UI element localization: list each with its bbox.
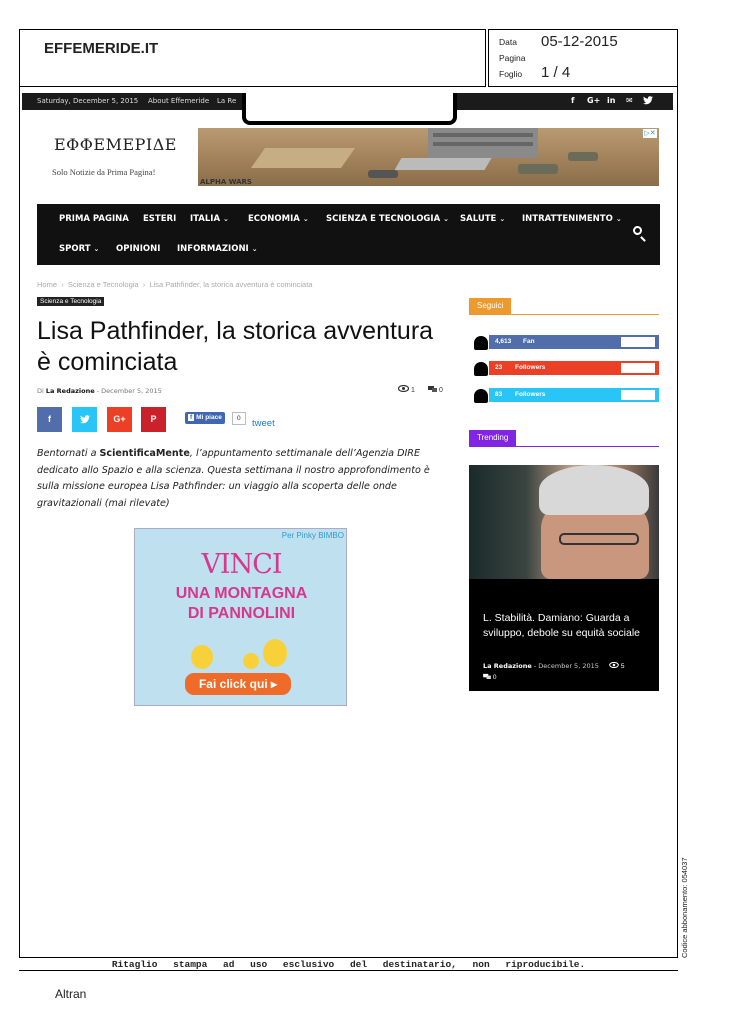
linkedin-icon[interactable]: in	[607, 96, 616, 105]
top-bar-date: Saturday, December 5, 2015	[37, 97, 139, 105]
chevron-down-icon: ⌄	[223, 215, 229, 223]
mail-icon[interactable]: ✉	[626, 96, 633, 105]
trending-photo[interactable]	[469, 465, 659, 579]
google-plus-icon[interactable]: G+	[587, 96, 601, 105]
twitter-icon[interactable]	[643, 96, 653, 107]
codice-abbonamento: Codice abbonamento: 054037	[680, 857, 689, 958]
author-link[interactable]: La Redazione	[45, 387, 95, 395]
views-count: 1	[398, 385, 415, 394]
banner-ad-text: ALPHA WARS	[200, 178, 252, 186]
tweet-link[interactable]: tweet	[252, 418, 275, 429]
intro-bold-name: ScientificaMente	[99, 448, 190, 459]
facebook-like-button[interactable]: f Mi piace	[185, 412, 225, 424]
overlay-popup[interactable]	[242, 93, 457, 125]
nav-opinioni[interactable]: OPINIONI	[116, 244, 161, 254]
seguici-heading: Seguici	[469, 298, 511, 314]
nav-salute[interactable]: SALUTE ⌄	[460, 214, 506, 224]
comment-icon	[428, 385, 437, 392]
trending-date: December 5, 2015	[538, 662, 599, 670]
search-icon[interactable]	[633, 226, 642, 235]
foglio-value: 1 / 4	[541, 64, 571, 81]
trending-heading: Trending	[469, 430, 516, 446]
breadcrumb-home[interactable]: Home	[37, 280, 58, 289]
article-intro: Bentornati a ScientificaMente, l’appuntamento settimanale dell’Agenzia DIRE dedicato allo Spazio e alla scienza. Questa settimana il nostro approfondimento è sulla missione europea Lisa Pathfinder: un viaggio alla scoperta delle onde gravitazionali (mai rilevate)	[37, 448, 430, 509]
banner-ad[interactable]	[198, 128, 659, 186]
nav-prima-pagina[interactable]: PRIMA PAGINA	[59, 214, 129, 224]
ad-headline: VINCI	[201, 549, 282, 580]
pinterest-share-button[interactable]: P	[141, 407, 166, 432]
chick-illustration	[263, 639, 287, 667]
twitter-follower-icon	[474, 389, 488, 403]
nav-intrattenimento[interactable]: INTRATTENIMENTO ⌄	[522, 214, 622, 224]
chevron-down-icon: ⌄	[251, 245, 258, 253]
clipping-meta-box	[488, 29, 678, 87]
data-label: Data	[499, 37, 517, 47]
seguici-divider	[469, 314, 659, 315]
nav-informazioni[interactable]: INFORMAZIONI ⌄	[177, 244, 258, 254]
trending-meta: La Redazione - December 5, 2015	[483, 662, 599, 670]
facebook-icon: f	[190, 414, 193, 421]
nav-italia[interactable]: ITALIA ⌄	[190, 214, 229, 224]
trending-comments[interactable]: 0	[483, 673, 496, 681]
comment-icon	[483, 673, 491, 679]
diaper-ad[interactable]	[134, 528, 347, 706]
comments-count[interactable]: 0	[428, 385, 443, 394]
main-nav	[37, 204, 660, 265]
eye-icon	[398, 385, 409, 392]
facebook-fan-icon	[474, 336, 488, 350]
about-link[interactable]: About Effemeride	[148, 97, 210, 105]
pagina-label: Pagina	[499, 53, 526, 63]
client-name: Altran	[55, 987, 87, 1001]
truncated-link[interactable]: La Re	[217, 97, 237, 105]
trending-divider	[469, 446, 659, 447]
chevron-down-icon: ⌄	[93, 245, 100, 253]
facebook-counter[interactable]: 4,613 Fan	[489, 335, 659, 349]
googleplus-follower-icon	[474, 362, 488, 376]
twitter-share-button[interactable]	[72, 407, 97, 432]
trending-card[interactable]	[469, 465, 659, 691]
chick-illustration	[191, 645, 213, 669]
twitter-counter[interactable]: 83 Followers	[489, 388, 659, 402]
trending-author[interactable]: La Redazione	[483, 662, 532, 670]
ad-click-button[interactable]: Fai click qui ▸	[185, 673, 291, 695]
nav-economia[interactable]: ECONOMIA ⌄	[248, 214, 309, 224]
codice-anchor	[680, 857, 692, 959]
eye-icon	[609, 662, 619, 668]
byline: Di La Redazione - December 5, 2015	[37, 387, 162, 395]
data-value: 05-12-2015	[541, 33, 618, 50]
googleplus-counter[interactable]: 23 Followers	[489, 361, 659, 375]
chick-illustration	[243, 653, 259, 669]
ad-choices-icon[interactable]: ▷✕	[644, 130, 656, 137]
site-logo-subtitle: Solo Notizie da Prima Pagina!	[52, 167, 156, 177]
clipping-footer-text: Ritaglio stampa ad uso esclusivo del destinatario, non riproducibile.	[111, 959, 586, 970]
googleplus-share-button[interactable]: G+	[107, 407, 132, 432]
site-logo-title[interactable]: ΕΦΦΕΜΕΡΙΔΕ	[54, 135, 177, 154]
nav-sport[interactable]: SPORT ⌄	[59, 244, 100, 254]
breadcrumb: Home › Scienza e Tecnologia › Lisa Pathfinder, la storica avventura è cominciata	[37, 280, 313, 289]
trending-views: 5	[609, 662, 624, 670]
nav-esteri[interactable]: ESTERI	[143, 214, 177, 224]
facebook-share-button[interactable]: f	[37, 407, 62, 432]
foglio-label: Foglio	[499, 69, 523, 79]
like-count: 0	[232, 412, 246, 425]
clipping-header-left	[19, 29, 486, 87]
chevron-down-icon: ⌄	[302, 215, 309, 223]
category-badge[interactable]: Scienza e Tecnologia	[37, 297, 104, 306]
chevron-down-icon: ⌄	[499, 215, 506, 223]
trending-title[interactable]: L. Stabilità. Damiano: Guarda a sviluppo, debole su equità sociale	[483, 612, 641, 639]
facebook-icon[interactable]: f	[571, 96, 575, 105]
nav-scienza-tecnologia[interactable]: SCIENZA E TECNOLOGIA ⌄	[326, 214, 450, 224]
article-date: December 5, 2015	[101, 387, 162, 395]
article-title: Lisa Pathfinder, la storica avventura è cominciata	[37, 317, 434, 376]
chevron-down-icon: ⌄	[615, 215, 622, 223]
chevron-down-icon: ⌄	[443, 215, 450, 223]
breadcrumb-section[interactable]: Scienza e Tecnologia	[67, 280, 139, 289]
ad-brand: Per Pinky BIMBO	[281, 531, 344, 540]
breadcrumb-current: Lisa Pathfinder, la storica avventura è cominciata	[149, 280, 313, 289]
ad-subheadline: UNA MONTAGNA DI PANNOLINI	[175, 585, 308, 622]
publication-name: EFFEMERIDE.IT	[44, 40, 159, 57]
